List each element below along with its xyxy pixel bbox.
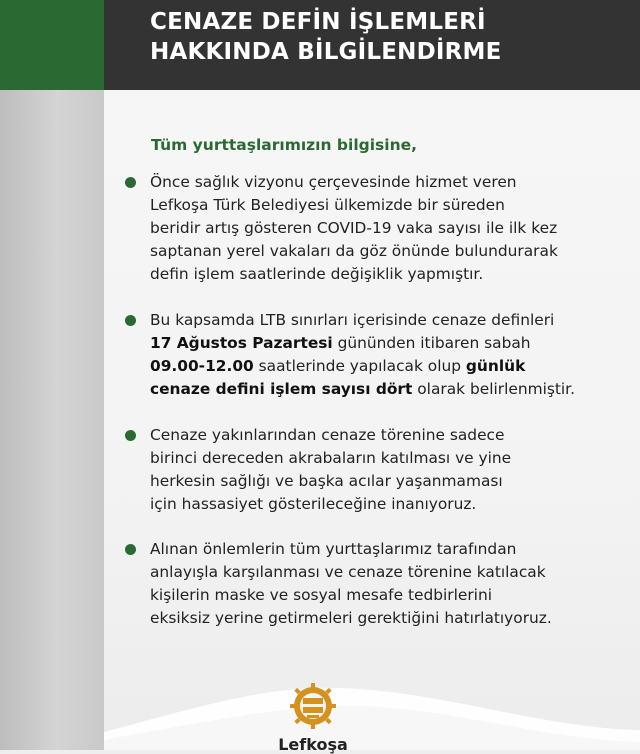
bullet-4-line-1: Alınan önlemlerin tüm yurttaşlarımız tarafından (150, 540, 517, 558)
bullet-1-line-3: beridir artış gösteren COVID-19 vaka sayısı ile ilk kez (150, 219, 558, 237)
bullet-4-line-4: eksiksiz yerine getirmeleri gerektiğini hatırlatıyoruz. (150, 609, 552, 627)
daily-highlight: günlük (465, 357, 526, 375)
time-highlight: 09.00-12.00 (150, 357, 254, 375)
bullet-2-line-2 (150, 332, 620, 355)
bullet-1-line-1: Önce sağlık vizyonu çerçevesinde hizmet veren (150, 173, 517, 191)
count-highlight: cenaze defini işlem sayısı dört (150, 380, 413, 398)
bullet-4-line-2: anlayışla karşılanması ve cenaze törenine katılacak (150, 563, 546, 581)
bullet-2-line-4 (150, 378, 620, 401)
bottom-wave-decor (104, 668, 640, 750)
bullet-dot-icon (125, 315, 136, 326)
greeting: Tüm yurttaşlarımızın bilgisine, (151, 136, 418, 154)
bullet-1-line-5: defin işlem saatlerinde değişiklik yapmıştır. (150, 265, 484, 283)
bullet-4-line-3: kişilerin maske ve sosyal mesafe tedbirlerini (150, 586, 492, 604)
title-line-1: CENAZE DEFİN İŞLEMLERİ (150, 9, 486, 35)
bullet-3-line-2: birinci dereceden akrabaların katılması ve yine (150, 449, 512, 467)
date-highlight: 17 Ağustos Pazartesi (150, 334, 333, 352)
left-decor-band (0, 0, 104, 750)
bullet-2-line-1: Bu kapsamda LTB sınırları içerisinde cenaze definleri (150, 311, 555, 329)
bullet-2-text: olarak belirlenmiştir. (412, 380, 575, 398)
bullet-3-line-3: herkesin sağlığı ve başka acılar yaşanmaması (150, 472, 503, 490)
green-accent-block (0, 0, 104, 90)
bullet-2-line-3 (150, 355, 620, 378)
bullet-dot-icon (125, 430, 136, 441)
bullet-3-line-1: Cenaze yakınlarından cenaze törenine sadece (150, 426, 505, 444)
logo-text: Lefkoşa (278, 735, 348, 754)
bullet-dot-icon (125, 544, 136, 555)
bullet-item-1 (150, 171, 620, 286)
lefkosa-municipality-logo (290, 683, 336, 729)
bullet-item-3 (150, 424, 620, 516)
bullet-3-line-4: için hassasiyet gösterileceğine inanıyoruz. (150, 495, 477, 513)
bullet-2-text: gününden itibaren sabah (332, 334, 531, 352)
title-line-2: HAKKINDA BİLGİLENDİRME (150, 39, 502, 65)
page-title (150, 7, 502, 67)
bullet-1-line-4: saptanan yerel vakaları da göz önünde bulundurarak (150, 242, 558, 260)
bullet-2-text: saatlerinde yapılacak olup (253, 357, 466, 375)
bullet-item-4 (150, 538, 620, 630)
bullet-1-line-2: Lefkoşa Türk Belediyesi ülkemizde bir süreden (150, 196, 505, 214)
bullet-dot-icon (125, 177, 136, 188)
bullet-item-2 (150, 309, 620, 401)
